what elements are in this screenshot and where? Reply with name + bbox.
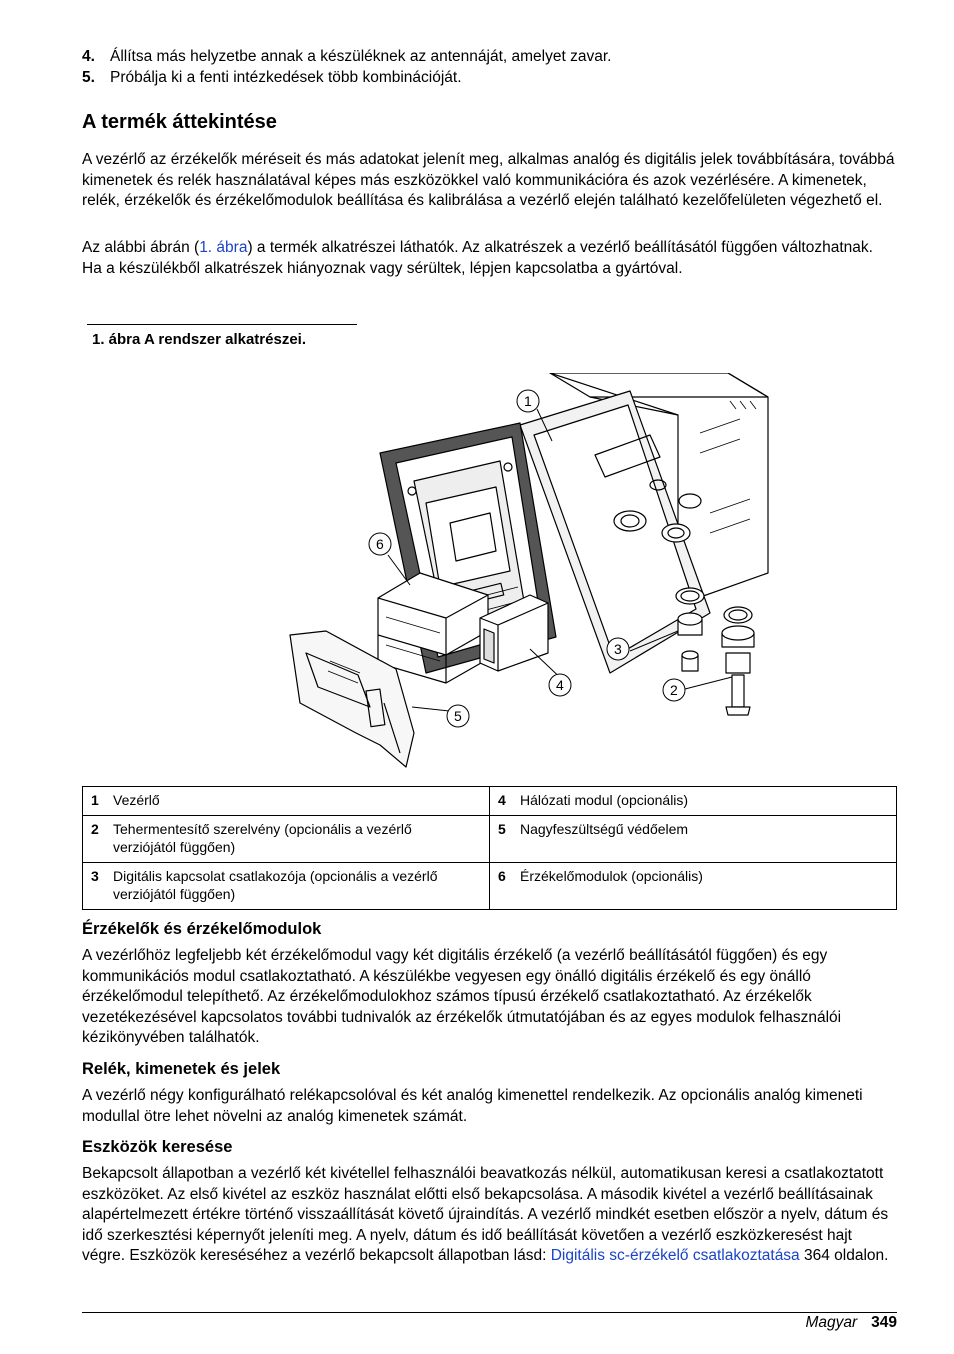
callout-2 — [663, 679, 685, 701]
part-label: Nagyfeszültségű védőelem — [520, 821, 689, 837]
table-cell — [490, 863, 897, 910]
step-item — [82, 46, 897, 67]
subsection-title-relays: Relék, kimenetek és jelek — [82, 1060, 281, 1078]
part-number: 2 — [91, 821, 99, 837]
system-components-illustration — [200, 373, 778, 771]
part-label: Hálózati modul (opcionális) — [520, 792, 689, 808]
svg-text:3: 3 — [614, 641, 622, 657]
figure-reference-paragraph — [82, 238, 897, 279]
part-number: 1 — [91, 792, 99, 808]
part-number: 6 — [498, 868, 506, 884]
callout-1 — [517, 390, 539, 412]
table-cell — [490, 816, 897, 863]
text-after-link: ) a termék alkatrészei láthatók. Az alkatrészek a vezérlő beállításától függően változhatnak. Ha a készülékből alkatrészek hiányoznak vagy sérültek, lépjen kapcsolatba a gyártóval. — [82, 239, 873, 277]
svg-text:1: 1 — [524, 393, 532, 409]
high-voltage-barrier — [290, 631, 414, 767]
table-row — [83, 816, 897, 863]
part-label: Digitális kapcsolat csatlakozója (opcionális a vezérlő verziójától függően) — [113, 868, 438, 902]
step-text: Állítsa más helyzetbe annak a készüléknek az antennáját, amelyet zavar. — [110, 48, 612, 65]
footer-divider — [82, 1312, 897, 1313]
intro-paragraph: A vezérlő az érzékelők méréseit és más adatokat jelenít meg, alkalmas analóg és digitális jelek továbbítására, továbbá kimenetek és relék használatával képes más eszközökkel való kommunikációra és azok vezérlésére. A kimenetek, relék, érzékelők és érzékelőmodulok beállítása és kalibrálása a vezérlő elején található kezelőfelületen végezhető el. — [82, 151, 895, 209]
table-cell — [83, 787, 490, 816]
page-footer — [805, 1313, 897, 1333]
digital-sc-sensor-link[interactable]: Digitális sc-érzékelő csatlakoztatása — [550, 1247, 800, 1264]
figure-link[interactable]: 1. ábra — [199, 239, 248, 256]
callout-6 — [369, 533, 391, 555]
text-before-link: Bekapcsolt állapotban a vezérlő két kivétellel felhasználói beavatkozás nélkül, automatikusan keresi a csatlakoztatott eszközöket. Az első kivétel az eszköz használat előtti első bekapcsolása. A második kivétel a vezérlő beállításainak alapértelmezett értékre történő visszaállítását követő újraindítás. A vezérlő mindkét esetben először a nyelv, dátum és idő szerkesztési képernyőt jeleníti meg. A nyelv, dátum és idő beállítását követően a vezérlő eszközkeresést hajt végre. Eszközök kereséséhez a vezérlő bekapcsolt állapotban lásd: — [82, 1165, 889, 1264]
svg-text:5: 5 — [454, 708, 462, 724]
device-search-paragraph — [82, 1164, 897, 1267]
text-before-link: Az alábbi ábrán ( — [82, 239, 200, 256]
callout-5 — [447, 705, 469, 727]
part-label: Vezérlő — [113, 792, 160, 808]
parts-legend-table — [82, 786, 897, 910]
table-row — [83, 787, 897, 816]
step-list — [82, 46, 897, 88]
svg-text:2: 2 — [670, 682, 678, 698]
table-cell — [83, 816, 490, 863]
sensors-paragraph: A vezérlőhöz legfeljebb két érzékelőmodul vagy két digitális érzékelő (a vezérlő beállításától függően) és egy kommunikációs modul csatlakoztatható. A készülékbe vegyesen egy önálló digitális érzékelő és egy önálló érzékelőmodul telepíthető. Az érzékelőmodulokhoz számos típusú érzékelő csatlakoztatható. Az érzékelők vezetékezésével kapcsolatos további tudnivalók az érzékelők útmutatójában és az egyes modulok felhasználói kézikönyvében találhatók. — [82, 947, 842, 1046]
svg-text:6: 6 — [376, 536, 384, 552]
text-after-link: 364 oldalon. — [799, 1247, 889, 1264]
step-text: Próbálja ki a fenti intézkedések több kombinációját. — [110, 69, 462, 86]
table-cell — [83, 863, 490, 910]
relays-paragraph: A vezérlő négy konfigurálható relékapcsolóval és két analóg kimenettel rendelkezik. Az opcionális analóg kimeneti modullal ötre lehet növelni az analóg kimenetek számát. — [82, 1087, 863, 1125]
part-number: 5 — [498, 821, 506, 837]
subsection-title-sensors: Érzékelők és érzékelőmodulok — [82, 920, 322, 938]
section-title: A termék áttekintése — [82, 111, 277, 133]
figure-divider — [87, 324, 357, 325]
table-cell — [490, 787, 897, 816]
part-number: 3 — [91, 868, 99, 884]
page-number: 349 — [871, 1314, 897, 1331]
table-row — [83, 863, 897, 910]
part-number: 4 — [498, 792, 506, 808]
step-item — [82, 67, 897, 88]
digital-connector — [676, 588, 704, 671]
part-label: Tehermentesítő szerelvény (opcionális a vezérlő verziójától függően) — [113, 821, 412, 855]
figure-caption: 1. ábra A rendszer alkatrészei. — [92, 331, 306, 348]
strain-relief — [722, 607, 754, 715]
part-label: Érzékelőmodulok (opcionális) — [520, 868, 703, 884]
svg-text:4: 4 — [556, 677, 564, 693]
step-number: 4. — [82, 48, 95, 65]
callout-3 — [607, 638, 629, 660]
step-number: 5. — [82, 69, 95, 86]
footer-language: Magyar — [805, 1314, 858, 1331]
subsection-title-device-search: Eszközök keresése — [82, 1138, 233, 1156]
callout-4 — [549, 674, 571, 696]
